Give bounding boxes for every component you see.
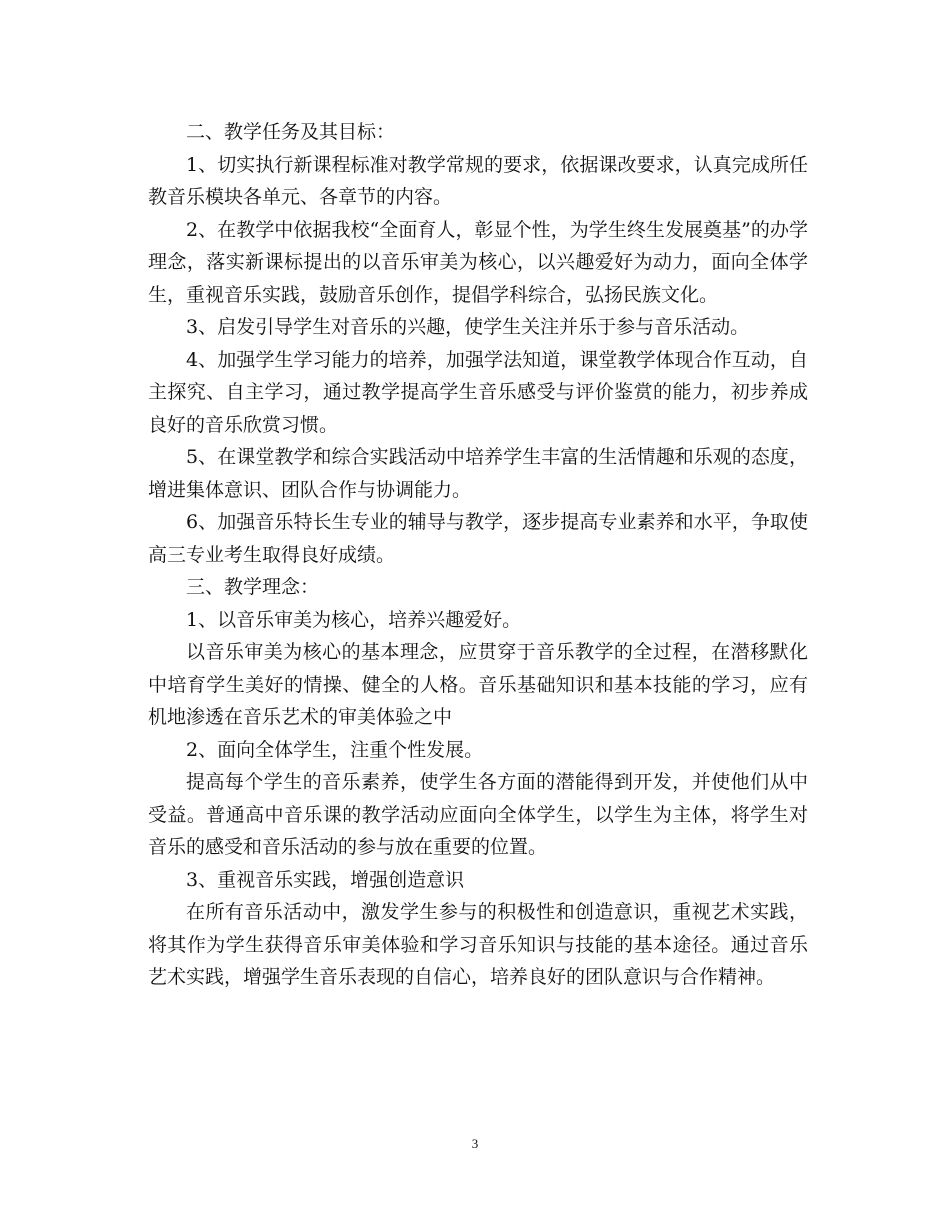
subheading-philosophy-3: 3、重视音乐实践，增强创造意识: [186, 868, 465, 891]
paragraph-task-2: 2、在教学中依据我校“全面育人，彰显个性，为学生终生发展奠基”的办学理念，落实新课标提出的以音乐审美为核心，以兴趣爱好为动力，面向全体学生，重视音乐实践，鼓励音乐创作，提倡学科综合，弘扬民族文化。: [148, 218, 808, 306]
paragraph-task-4: 4、加强学生学习能力的培养，加强学法知道，课堂教学体现合作互动，自主探究、自主学习，通过教学提高学生音乐感受与评价鉴赏的能力，初步养成良好的音乐欣赏习惯。: [148, 348, 808, 436]
paragraph-philosophy-3: 在所有音乐活动中，激发学生参与的积极性和创造意识，重视艺术实践，将其作为学生获得音乐审美体验和学习音乐知识与技能的基本途径。通过音乐艺术实践，增强学生音乐表现的自信心，培养良好的团队意识与合作精神。: [148, 901, 808, 988]
paragraph-task-6: 6、加强音乐特长生专业的辅导与教学，逐步提高专业素养和水平，争取使高三专业考生取得良好成绩。: [148, 511, 808, 566]
document-body: [148, 116, 808, 994]
paragraph-task-5: 5、在课堂教学和综合实践活动中培养学生丰富的生活情趣和乐观的态度，增进集体意识、团队合作与协调能力。: [148, 446, 808, 501]
page-number: 3: [471, 1136, 479, 1151]
paragraph-task-1: 1、切实执行新课程标准对教学常规的要求，依据课改要求，认真完成所任教音乐模块各单元、各章节的内容。: [148, 153, 808, 208]
subheading-philosophy-2: 2、面向全体学生，注重个性发展。: [186, 738, 484, 761]
subheading-philosophy-1: 1、以音乐审美为核心，培养兴趣爱好。: [186, 608, 522, 631]
section-heading-tasks: 二、教学任务及其目标：: [186, 121, 396, 143]
paragraph-philosophy-1: 以音乐审美为核心的基本理念，应贯穿于音乐教学的全过程，在潜移默化中培育学生美好的情操、健全的人格。音乐基础知识和基本技能的学习，应有机地渗透在音乐艺术的审美体验之中: [148, 641, 808, 728]
section-heading-philosophy: 三、教学理念：: [186, 576, 320, 598]
paragraph-task-3: 3、启发引导学生对音乐的兴趣，使学生关注并乐于参与音乐活动。: [186, 316, 750, 338]
paragraph-philosophy-2: 提高每个学生的音乐素养，使学生各方面的潜能得到开发，并使他们从中受益。普通高中音乐课的教学活动应面向全体学生，以学生为主体，将学生对音乐的感受和音乐活动的参与放在重要的位置。: [148, 771, 808, 858]
